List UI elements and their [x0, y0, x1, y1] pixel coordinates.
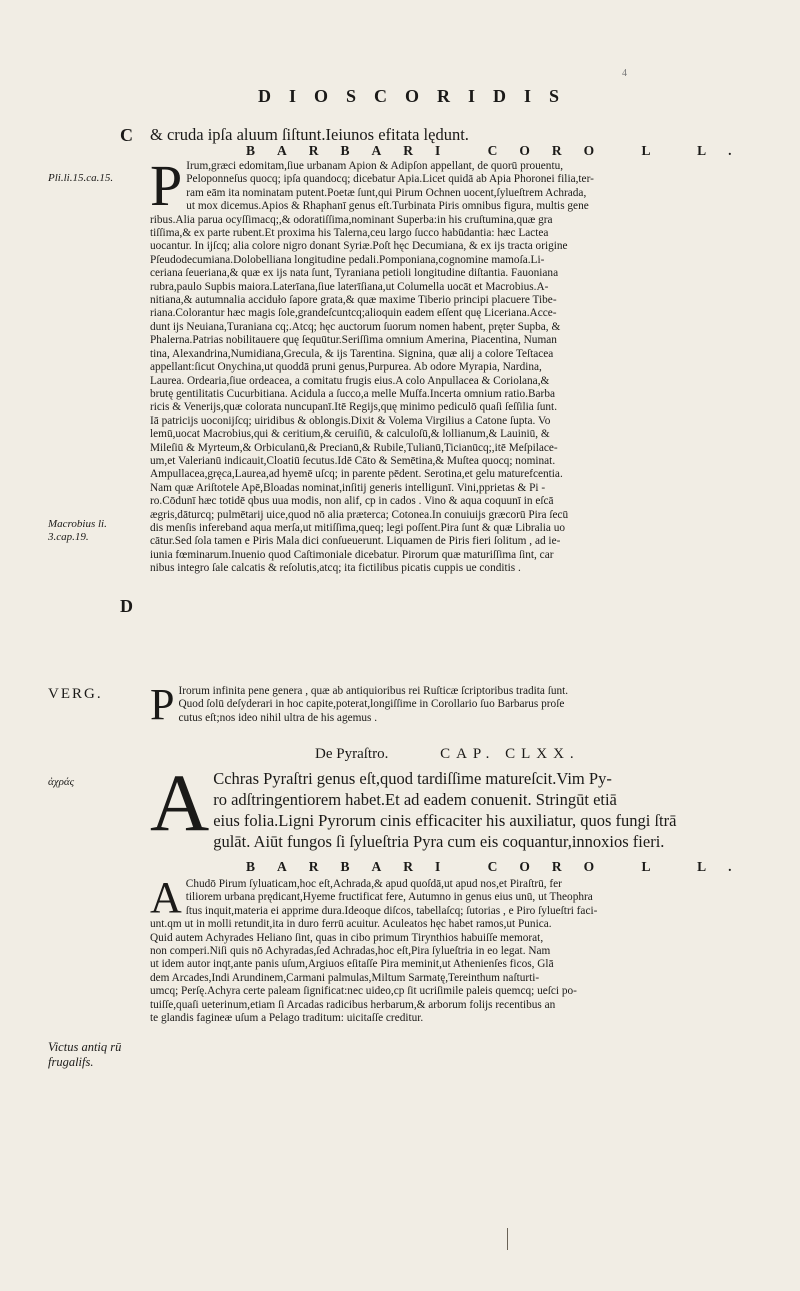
- paragraph-1-lines: [150, 153, 773, 576]
- text-line: dunt ijs Neuiana,Turaniana cq;.Atcq; hęc auctorum ſuorum nomen habent, pręter Supba, &: [150, 320, 561, 333]
- page-mark: 4: [622, 68, 627, 79]
- margin-letter-d: D: [120, 596, 133, 616]
- margin-verg: VERG.: [48, 686, 103, 702]
- paragraph-1: [150, 153, 773, 576]
- text-line: riana.Colorantur hæc magis ſole,grandeſcuntcq;alioquin eadem eſſent quę Liceriana.Acce-: [150, 307, 557, 320]
- text-line: Pſeudodecumiana.Dolobelliana longitudine pedali.Pomponiana,cognomine mamoſa.Li-: [150, 253, 545, 266]
- text-line: ſtus inquit,materia ei apprime dura.Ideoque diſcos, tabellaſcq; ſutorias , e Piro ſylueſtri faci-: [185, 904, 598, 917]
- text-line: cātur.Sed ſola tamen e Piris Mala dici conſueuerunt. Liquamen de Piris fieri ſolitum , ad ie-: [150, 535, 561, 548]
- text-line: Quod ſolū deſyderari in hoc capite,poterat,longiſſime in Corollario ſuo Barbarus proſe: [178, 698, 565, 711]
- text-line: Irum,græci edomitam,ſiue urbanam Apion & Adipſon appellant, de quorū prouentu,: [186, 160, 564, 172]
- text-line: Irorum infinita pene genera , quæ ab antiquioribus rei Ruſticæ ſcriptoribus tradita ſunt.: [178, 685, 569, 697]
- margin-ref-pliny: Pli.li.15.ca.15.: [48, 172, 114, 184]
- dropcap-section: A: [150, 757, 210, 848]
- running-head: DIOSCORIDIS: [258, 86, 578, 106]
- text-line: ægris,dāturcq; pulmētarij uice,quod nō alia præterca; Cotonea.In conuiuijs græcorū Pira ſecū: [150, 508, 569, 521]
- dropcap-p1: P: [150, 153, 183, 218]
- text-line: eius folia.Ligni Pyrorum cinis efficaciter his auxiliatur, quos fungi ſtrā: [213, 811, 677, 830]
- text-line: Nam quæ Ariſtotele Apē,Bloadas nominat,inſitij generis intelligunī. Vini,pprietas & Pi -: [150, 481, 546, 494]
- text-line: lemū,uocat Macrobius,qui & ceritium,& ceruiſiū, & calculoſū,& lollianum,& Lauiniū, &: [150, 428, 550, 441]
- text-line: um,et Valerianū indicauit,Cloatiū ſecutus.Idē Cāto & Semētina,& Muſtea quocq; nominat.: [150, 454, 556, 467]
- text-line: rubra,paulo Supbis maiora.Laterīana,ſiue laterīſiana,ut Columella uocāt et Macrobius.A-: [150, 280, 549, 293]
- text-line: Iā patricijs uoconijſcq; uiridibus & oblongis.Dixit & Volema Virgilius a Catone ſupta. Vo: [150, 414, 551, 427]
- text-line: te glandis fagineæ uſum a Pelago traditum: uicitaſſe creditur.: [150, 1012, 424, 1025]
- dropcap-p2: P: [150, 680, 175, 729]
- paragraph-3-lines: [150, 873, 773, 1025]
- text-line: cutus eſt;nos ideo nihil ultra de his agemus .: [178, 711, 378, 724]
- text-line: Laurea. Ordearia,ſiue ordeacea, a comitatu frugis eius.A colo Anpullacea & Coriolana,&: [150, 374, 550, 387]
- text-line: Chudō Pirum ſyluaticam,hoc eſt,Achrada,& apud quoſdā,ut apud nos,et Piraſtrū, fer: [185, 878, 562, 890]
- text-line: dis menſis infereband aqua merſa,ut mitiſſima,queq; legi poſſent.Pira ſunt & quæ Libralia uo: [150, 521, 566, 534]
- dropcap-p3: A: [150, 873, 182, 922]
- text-line: ut idem autor inqt,ante panis uſum,Argiuos eſitaſſe Pira meminit,ut Athenienſes ficos, Glā: [150, 958, 554, 971]
- margin-greek: ἀχράς: [48, 776, 75, 788]
- text-line: non comperi.Niſi quis nō Achyradas,ſed Achradas,hoc eſt,Pira ſylueſtria in eo legat. Nam: [150, 945, 551, 958]
- section-cap: CAP. CLXX.: [440, 746, 580, 762]
- text-line: ram eām ita nominatam putent.Poetæ ſunt,qui Pirum Ochnen uocent,ſylueſtrem Achrada,: [186, 186, 587, 199]
- text-line: dem Arcades,Indi Arundinem,Carmani palmulas,Miltum Sarmatę,Tereinthum naſturti-: [150, 971, 540, 984]
- text-line: iunia fœminarum.Inuenio quod Caſtimoniale dicebatur. Pirorum quæ maturiſſima ſint, car: [150, 548, 554, 561]
- text-line: Cchras Pyraſtri genus eſt,quod tardiſſime matureſcit.Vim Py-: [213, 769, 612, 788]
- text-line: ribus.Alia parua ocyſſimacq;,& odoratiſſima,nominant Superba:in his cruſtumina,quæ gra: [150, 213, 553, 226]
- text-line: Peloponneſus quocq; ipſa quandocq; dicebatur Apia.Licet quidā ab Apia Phoronei filia,ter-: [186, 173, 594, 186]
- text-line: nibus integro ſale calcatis & reſolutis,atcq; ita fictilibus picatis cuppis ue conditis .: [150, 562, 521, 575]
- text-line: uocantur. In ijſcq; alia colore nigro donant Syriæ.Poſt hęc Decumiana, & ex ijs tracta origine: [150, 240, 568, 253]
- text-line: Phalerna.Patrias nobilitauere quę ſequūtur.Seriſſima omnium Amerina, Piacentina, Numan: [150, 334, 557, 347]
- text-line: tiliorem urbana prędicant,Hyeme fructificat fere, Autumno in genus eius unū, ut Theophra: [185, 891, 593, 904]
- text-line: ro adſtringentiorem habet.Et ad eadem conuenit. Stringūt etiā: [213, 790, 617, 809]
- text-line: appellant:ſicut Onychina,ut quoddā pruni genus,Purpurea. Ab odore Myrapia, Nardina,: [150, 361, 542, 374]
- text-line: Ampullacea,gręca,Laurea,ad hyemē uſcq; in parente pēdent. Serotina,et gelu maturefcentia.: [150, 468, 563, 481]
- text-line: ceriana ſeueriana,& quæ ex ijs nata ſunt, Tyraniana petioli longitudine diſtantia. Fauoniana: [150, 267, 559, 280]
- paragraph-2: [150, 680, 773, 729]
- section-heading: De Pyraſtro.: [315, 746, 389, 762]
- section-text: [150, 757, 773, 852]
- text-line: ut mox dicemus.Apios & Rhaphanī genus eſt.Turbinata Piris omnibus figura, multis gene: [186, 200, 589, 213]
- paragraph-2-lines: [150, 680, 773, 729]
- text-line: unt.qm ut in molli retundit,ita in duro ferrū acuitur. Aculeatos hęc habet ramos,ut Punica.: [150, 918, 552, 931]
- section-heading-row: [315, 748, 755, 761]
- text-line: tina, Alexandrina,Numidiana,Grecula, & ijs Tarentina. Signina, quæ alij a colore Teſtacea: [150, 347, 554, 360]
- text-line: Quid autem Achyrades Heliano ſint, quas in cibo primum Tirynthios habuiſſe memorat,: [150, 931, 544, 944]
- text-line: ricis & Venerijs,quæ colorata nuncupanī.Itē Regijs,quę minimo pediculō quaſi ſeſſilia ſunt.: [150, 401, 558, 414]
- paragraph-3: [150, 873, 773, 1025]
- text-line: ro.Cōdunī hæc totidē qbus uua modis, non alif, cp in cados . Vino & aqua coquunī in eſcā: [150, 495, 554, 508]
- text-line: tiſſima,& ex parte rubent.Et proxima his Talerna,ceu largo ſucco habūdantia: hæc Lactea: [150, 227, 549, 240]
- barbari-heading-1: BARBARI CORO L L.: [246, 143, 754, 158]
- margin-letter-c: C: [120, 125, 133, 145]
- page-ornament: [507, 1228, 508, 1250]
- text-line: gulāt. Aiūt fungos ſi ſylueſtria Pyra cum eis coquantur,innoxios fieri.: [213, 832, 665, 851]
- text-line: tuiſſe,quaſi ueterinum,etiam ſi Arcadas radicibus herbarum,& arborum folijs recentibus an: [150, 998, 556, 1011]
- section-lines: [150, 757, 773, 852]
- margin-victus: Victus antiq rū frugalifs.: [48, 1040, 122, 1069]
- barbari-heading-2: BARBARI CORO L L.: [246, 859, 754, 874]
- text-line: nitiana,& autumnalia acciduło ſapore grata,& quæ maxime Tiberio principi placuere Tibe-: [150, 294, 557, 307]
- opening-line: & cruda ipſa aluum ſiſtunt.Ieiunos efitata lędunt.: [150, 125, 469, 144]
- margin-ref-macrobius: Macrobius li. 3.cap.19.: [48, 518, 107, 543]
- text-line: umcq; Perſę.Achyra certe paleam ſignificat:nec uideo,cp ſit ucriſimile paleis quemcq; ueſci po-: [150, 985, 577, 998]
- text-line: brutę gentilitatis Cucurbitiana. Acidula a ſucco,a melle Muſfa.Incerta omnium ratio.Barba: [150, 387, 555, 400]
- text-line: Mileſiū & Myrteum,& Orbiculanū,& Precianū,& Rubile,Tulianū,Ticianūcq;,itē Meſpilace-: [150, 441, 558, 454]
